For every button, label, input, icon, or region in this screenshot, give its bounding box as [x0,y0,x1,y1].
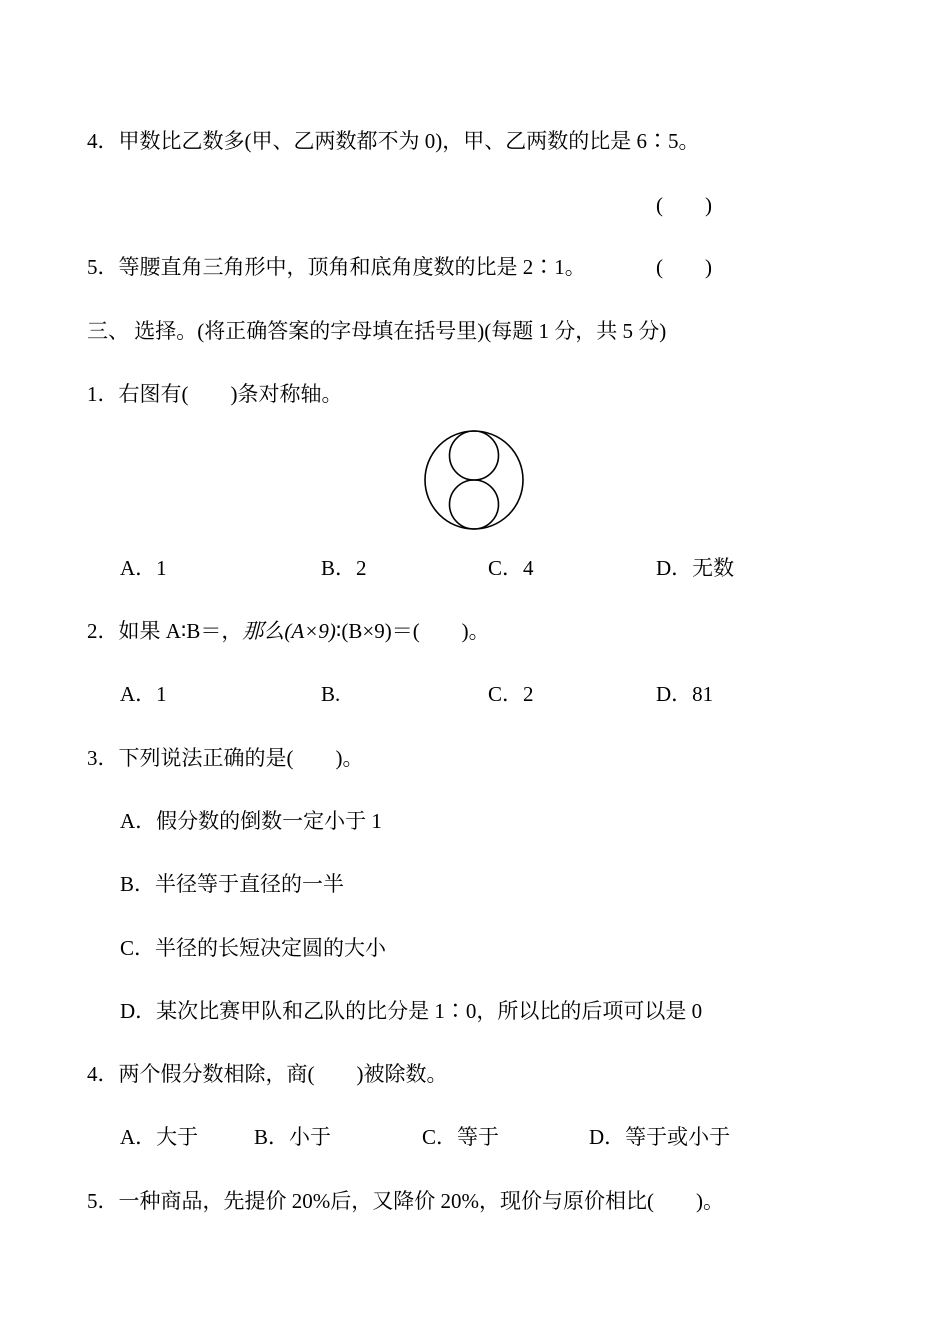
choice-q4-option-b[interactable]: B．小于 [254,1125,332,1149]
lower-inner-circle [450,480,499,529]
choice-q3-option-d[interactable]: D．某次比赛甲队和乙队的比分是 1∶0，所以比的后项可以是 0 [120,999,703,1023]
choice-q3-option-b[interactable]: B．半径等于直径的一半 [120,872,345,896]
choice-q4-option-a[interactable]: A．大于 [120,1125,199,1149]
choice-q2-stem-part-c: ∶(B×9)＝( )。 [335,619,490,643]
choice-q1-stem: 1．右图有( )条对称轴。 [87,382,343,406]
choice-q2-option-c[interactable]: C．2 [488,682,534,706]
choice-q3-stem: 3．下列说法正确的是( )。 [87,746,364,770]
section-3-title: 三、 选择。(将正确答案的字母填在括号里)(每题 1 分，共 5 分) [87,319,667,343]
choice-q2-stem-part-a: 2．如果 A∶B＝， [87,619,243,643]
choice-q2-stem-italic: 那么(A×9) [242,619,336,643]
choice-q1-option-d[interactable]: D．无数 [656,556,735,580]
judge-q5-answer-bracket[interactable]: ( ) [656,255,712,279]
upper-inner-circle [450,431,499,480]
judge-q4-answer-bracket[interactable]: ( ) [656,193,712,217]
choice-q3-option-c[interactable]: C．半径的长短决定圆的大小 [120,936,387,960]
choice-q2-option-d[interactable]: D．81 [656,682,714,706]
choice-q2-option-b[interactable]: B. [321,682,341,706]
judge-q5-text: 5．等腰直角三角形中，顶角和底角度数的比是 2∶1。 [87,255,586,279]
choice-q4-option-d[interactable]: D．等于或小于 [589,1125,731,1149]
judge-q4-text: 4．甲数比乙数多(甲、乙两数都不为 0)，甲、乙两数的比是 6∶5。 [87,129,700,153]
choice-q1-option-c[interactable]: C．4 [488,556,534,580]
choice-q4-stem: 4．两个假分数相除，商( )被除数。 [87,1062,448,1086]
choice-q2-stem [87,618,490,644]
choice-q3-option-a[interactable]: A．假分数的倒数一定小于 1 [120,809,382,833]
choice-q1-option-b[interactable]: B．2 [321,556,367,580]
choice-q4-option-c[interactable]: C．等于 [422,1125,500,1149]
choice-q2-option-a[interactable]: A．1 [120,682,167,706]
symmetry-figure [420,426,528,534]
choice-q1-option-a[interactable]: A．1 [120,556,167,580]
choice-q5-stem: 5．一种商品，先提价 20%后，又降价 20%，现价与原价相比( )。 [87,1189,724,1213]
